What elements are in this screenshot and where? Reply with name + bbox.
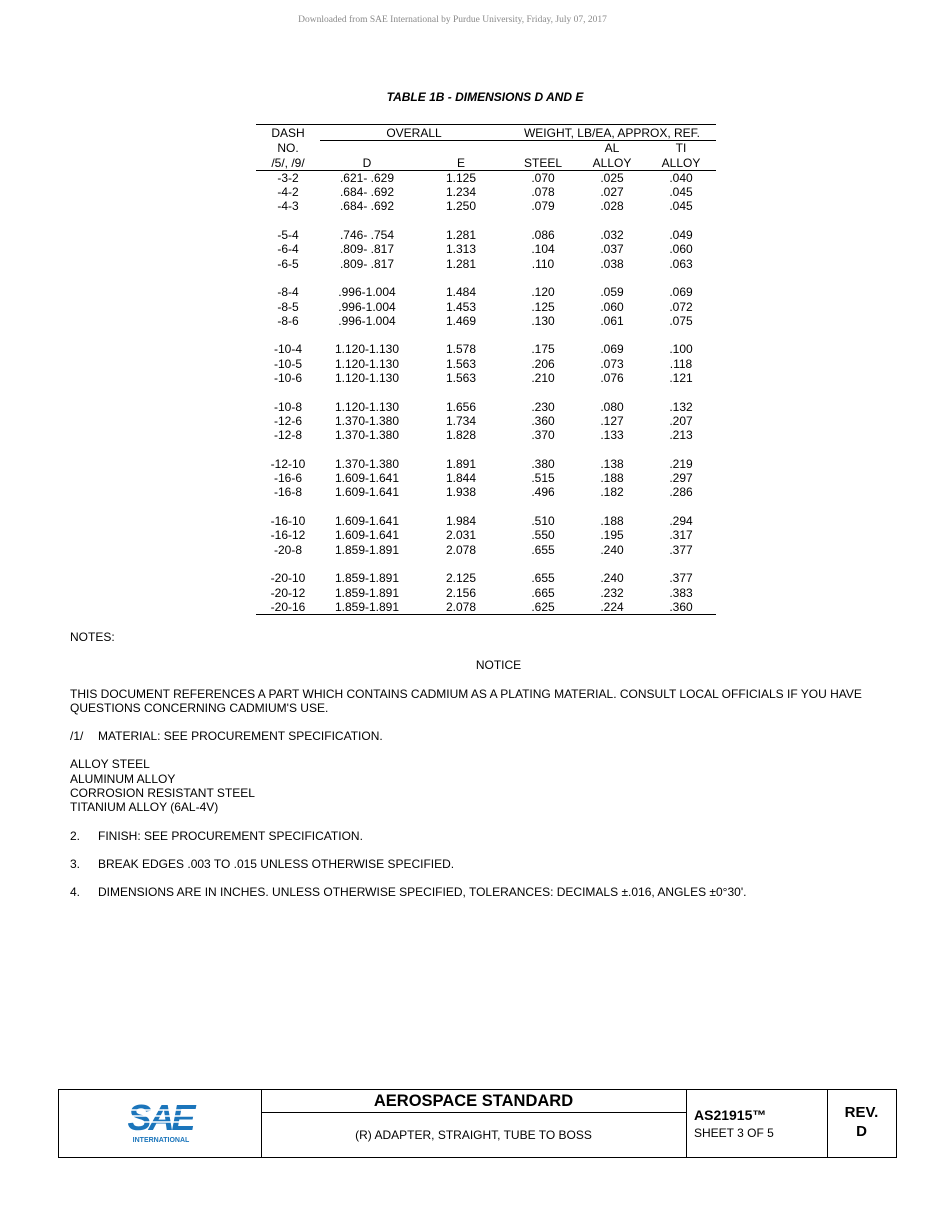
cell-dash: -6-5: [277, 256, 299, 271]
cell-steel: .125: [531, 299, 555, 314]
cell-al: .038: [600, 256, 624, 271]
note-2-text: FINISH: SEE PROCUREMENT SPECIFICATION.: [98, 828, 363, 843]
cell-ti: .286: [669, 485, 693, 500]
doc-number-cell: [686, 1090, 828, 1157]
cell-dash: -5-4: [277, 228, 299, 243]
revision-label: REV.: [844, 1104, 879, 1121]
cell-e: 2.078: [445, 542, 477, 557]
cell-ti: .118: [669, 356, 693, 371]
cell-e: 1.734: [445, 413, 477, 428]
cell-ti: .377: [669, 542, 693, 557]
group-spacer: [256, 443, 716, 457]
download-watermark: Downloaded from SAE International by Purdue University, Friday, July 07, 2017: [298, 15, 607, 25]
cell-e: 1.578: [445, 342, 477, 357]
cell-dash: -16-10: [270, 514, 306, 529]
cell-al: .025: [600, 170, 624, 185]
cell-steel: .360: [531, 413, 555, 428]
cell-d: 1.120-1.130: [334, 356, 400, 371]
cell-al: .027: [600, 185, 624, 200]
cell-al: .138: [600, 456, 624, 471]
table-row: [256, 528, 716, 542]
cell-dash: -4-2: [277, 185, 299, 200]
cell-dash: -3-2: [277, 170, 299, 185]
group-spacer: [256, 385, 716, 399]
sae-logo-icon: [59, 1090, 261, 1157]
cell-dash: -12-10: [270, 456, 306, 471]
cell-steel: .380: [531, 456, 555, 471]
cell-steel: .079: [531, 199, 555, 214]
cell-al: .127: [600, 413, 624, 428]
cell-al: .037: [600, 242, 624, 257]
cell-al: .240: [600, 571, 624, 586]
material-item: ALLOY STEEL: [70, 757, 150, 772]
cell-steel: .510: [531, 514, 555, 529]
table-row: [256, 571, 716, 585]
cell-d: .621- .629: [339, 170, 395, 185]
table-row: [256, 457, 716, 471]
cell-steel: .230: [531, 399, 555, 414]
header-e: E: [414, 156, 508, 171]
cell-e: 1.484: [445, 285, 477, 300]
cell-al: .069: [600, 342, 624, 357]
cell-al: .060: [600, 299, 624, 314]
table-row: [256, 170, 716, 185]
cell-d: 1.370-1.380: [334, 428, 400, 443]
cell-ti: .063: [669, 256, 693, 271]
header-al-alloy: ALLOY: [578, 156, 646, 171]
cell-e: 1.250: [445, 199, 477, 214]
cell-d: .746- .754: [339, 228, 395, 243]
cell-ti: .297: [669, 471, 693, 486]
note-3-text: BREAK EDGES .003 TO .015 UNLESS OTHERWISE SPECIFIED.: [98, 856, 455, 871]
header-ti: TI: [675, 141, 687, 156]
cell-ti: .049: [669, 228, 693, 243]
cell-d: 1.609-1.641: [334, 471, 400, 486]
material-item: CORROSION RESISTANT STEEL: [70, 786, 255, 801]
header-d: D: [320, 156, 414, 171]
notice-title: NOTICE: [475, 658, 522, 673]
table-row: [256, 414, 716, 428]
sheet-number: SHEET 3 OF 5: [694, 1126, 774, 1140]
cell-dash: -10-5: [273, 356, 302, 371]
cell-ti: .317: [669, 528, 693, 543]
part-description: (R) ADAPTER, STRAIGHT, TUBE TO BOSS: [355, 1128, 592, 1142]
cell-e: 1.313: [445, 242, 477, 257]
cell-d: 1.609-1.641: [334, 528, 400, 543]
cell-d: 1.120-1.130: [334, 399, 400, 414]
notes-heading: NOTES:: [70, 630, 115, 644]
cell-e: 1.563: [445, 356, 477, 371]
group-spacer: [256, 214, 716, 228]
cell-d: 1.859-1.891: [320, 600, 414, 615]
cell-d: .809- .817: [339, 242, 395, 257]
sae-logo-text: SAE: [127, 1097, 193, 1138]
table-row: [256, 471, 716, 485]
cell-e: 1.828: [445, 428, 477, 443]
note-1: [70, 729, 870, 743]
table-row: [256, 285, 716, 299]
doc-number: AS21915™: [694, 1107, 767, 1123]
cell-ti: .040: [669, 170, 693, 185]
cell-al: .133: [600, 428, 624, 443]
cell-d: .996-1.004: [338, 299, 396, 314]
cell-e: 1.453: [445, 299, 477, 314]
cell-al: .032: [600, 228, 624, 243]
notice-text: THIS DOCUMENT REFERENCES A PART WHICH CONTAINS CADMIUM AS A PLATING MATERIAL. CONSULT LOCAL OFFICIALS IF YOU HAVE QUESTIONS CONCERNING CADMIUM'S USE.: [70, 686, 862, 715]
cell-steel: .104: [531, 242, 555, 257]
table-row: [256, 257, 716, 271]
table-row: [256, 228, 716, 242]
group-spacer: [256, 557, 716, 571]
header-ti-alloy: ALLOY: [646, 156, 716, 171]
cell-e: 2.156: [445, 585, 477, 600]
cell-d: 1.859-1.891: [334, 571, 400, 586]
material-item: TITANIUM ALLOY (6AL-4V): [70, 800, 219, 815]
cell-steel: .070: [531, 170, 555, 185]
table-row: [256, 199, 716, 213]
table-row: [256, 242, 716, 256]
cell-al: .188: [600, 514, 624, 529]
cell-dash: -8-6: [277, 313, 299, 328]
table-row: [256, 600, 716, 615]
cell-ti: .121: [669, 371, 693, 386]
cell-dash: -4-3: [277, 199, 299, 214]
cell-d: 1.609-1.641: [334, 514, 400, 529]
cell-ti: .060: [669, 242, 693, 257]
cell-dash: -8-5: [277, 299, 299, 314]
cell-ti: .360: [646, 600, 716, 615]
revision-cell: [827, 1090, 896, 1157]
table-row: [256, 485, 716, 499]
cell-d: .996-1.004: [338, 313, 396, 328]
sae-logo-subtext: INTERNATIONAL: [132, 1137, 190, 1144]
cell-e: 1.938: [445, 485, 477, 500]
cell-e: 1.125: [445, 170, 477, 185]
cell-ti: .377: [669, 571, 693, 586]
cell-dash: -16-8: [273, 485, 302, 500]
cell-steel: .078: [531, 185, 555, 200]
cell-d: .809- .817: [339, 256, 395, 271]
cell-ti: .069: [669, 285, 693, 300]
cell-dash: -8-4: [277, 285, 299, 300]
cell-steel: .206: [531, 356, 555, 371]
cell-ti: .075: [669, 313, 693, 328]
standard-type: AEROSPACE STANDARD: [261, 1090, 686, 1113]
cell-dash: -10-8: [273, 399, 302, 414]
title-block: [58, 1089, 897, 1158]
cell-ti: .045: [669, 185, 693, 200]
header-steel: STEEL: [508, 156, 578, 171]
note-4-text: DIMENSIONS ARE IN INCHES. UNLESS OTHERWISE SPECIFIED, TOLERANCES: DECIMALS ±.016, ANGLES ±0°30'.: [98, 885, 747, 900]
cell-dash: -12-6: [273, 413, 302, 428]
group-spacer: [256, 328, 716, 342]
header-overall: OVERALL: [320, 125, 508, 141]
cell-al: .059: [600, 285, 624, 300]
header-al: AL: [604, 141, 620, 156]
cell-al: .061: [600, 313, 624, 328]
notes-section: [70, 630, 870, 900]
sae-logo-cell: [59, 1090, 262, 1157]
cell-al: .076: [600, 371, 624, 386]
cell-e: 1.563: [445, 371, 477, 386]
header-dash-no: NO.: [277, 141, 299, 156]
note-4: [70, 885, 870, 899]
cell-steel: .175: [531, 342, 555, 357]
cell-steel: .655: [531, 571, 555, 586]
table-row: [256, 342, 716, 356]
cell-d: 1.609-1.641: [334, 485, 400, 500]
cell-d: .996-1.004: [338, 285, 396, 300]
table-row: [256, 543, 716, 557]
cell-e: 1.656: [445, 399, 477, 414]
table-row: [256, 400, 716, 414]
cell-ti: .207: [669, 413, 693, 428]
cell-e: 1.281: [445, 256, 477, 271]
cell-steel: .086: [531, 228, 555, 243]
cell-d: 1.370-1.380: [334, 413, 400, 428]
table-row: [256, 514, 716, 528]
cell-d: 1.120-1.130: [334, 371, 400, 386]
cell-ti: .383: [669, 585, 693, 600]
note-3: [70, 857, 870, 871]
dimensions-table: [256, 124, 716, 615]
table-row: [256, 300, 716, 314]
group-spacer: [256, 271, 716, 285]
table-row: [256, 428, 716, 442]
cell-dash: -20-8: [273, 542, 302, 557]
cell-ti: .294: [669, 514, 693, 529]
table-row: [256, 357, 716, 371]
cell-ti: .219: [669, 456, 693, 471]
cell-e: 1.984: [445, 514, 477, 529]
cell-e: 1.844: [445, 471, 477, 486]
cell-dash: -16-6: [273, 471, 302, 486]
note-1-text: MATERIAL: SEE PROCUREMENT SPECIFICATION.: [98, 729, 383, 744]
cell-d: 1.120-1.130: [334, 342, 400, 357]
cell-al: .073: [600, 356, 624, 371]
cell-steel: .515: [531, 471, 555, 486]
cell-e: 2.031: [445, 528, 477, 543]
cell-steel: .120: [531, 285, 555, 300]
cell-e: 2.078: [414, 600, 508, 615]
header-weight: WEIGHT, LB/EA, APPROX, REF.: [508, 125, 716, 141]
cell-steel: .625: [508, 600, 578, 615]
cell-dash: -10-6: [273, 371, 302, 386]
header-dash: DASH: [256, 125, 320, 141]
cell-al: .188: [600, 471, 624, 486]
cell-e: 1.469: [445, 313, 477, 328]
table-row: [256, 314, 716, 328]
cell-dash: -12-8: [273, 428, 302, 443]
material-item: ALUMINUM ALLOY: [70, 771, 176, 786]
table-row: [256, 185, 716, 199]
cell-steel: .370: [531, 428, 555, 443]
table-row: [256, 371, 716, 385]
cell-dash: -20-12: [270, 585, 306, 600]
cell-al: .232: [600, 585, 624, 600]
header-dash-refs: /5/, /9/: [256, 156, 320, 171]
cell-d: 1.859-1.891: [334, 585, 400, 600]
cell-dash: -10-4: [273, 342, 302, 357]
cell-ti: .213: [669, 428, 693, 443]
cell-ti: .132: [669, 399, 693, 414]
revision-value: D: [856, 1123, 867, 1140]
table-row: [256, 586, 716, 600]
title-cell: [261, 1090, 687, 1157]
cell-steel: .655: [531, 542, 555, 557]
cell-steel: .665: [531, 585, 555, 600]
cell-al: .182: [600, 485, 624, 500]
cell-e: 1.891: [445, 456, 477, 471]
cell-e: 1.281: [445, 228, 477, 243]
cell-ti: .072: [669, 299, 693, 314]
table-title: TABLE 1B - DIMENSIONS D AND E: [386, 90, 584, 104]
cell-steel: .210: [531, 371, 555, 386]
note-2: [70, 829, 870, 843]
cell-dash: -20-16: [256, 600, 320, 615]
cell-al: .028: [600, 199, 624, 214]
note-3-number: 3.: [70, 856, 81, 871]
cell-dash: -6-4: [277, 242, 299, 257]
cell-ti: .045: [669, 199, 693, 214]
note-2-number: 2.: [70, 828, 81, 843]
cell-e: 1.234: [445, 185, 477, 200]
note-1-number: /1/: [70, 729, 84, 744]
cell-al: .240: [600, 542, 624, 557]
cell-dash: -20-10: [270, 571, 306, 586]
cell-al: .195: [600, 528, 624, 543]
cell-steel: .130: [531, 313, 555, 328]
cell-d: .684- .692: [339, 199, 395, 214]
cell-al: .224: [578, 600, 646, 615]
group-spacer: [256, 500, 716, 514]
cell-ti: .100: [669, 342, 693, 357]
cell-steel: .496: [531, 485, 555, 500]
cell-d: .684- .692: [339, 185, 395, 200]
cell-steel: .550: [531, 528, 555, 543]
cell-e: 2.125: [445, 571, 477, 586]
table-body: [256, 170, 716, 614]
cell-steel: .110: [531, 256, 555, 271]
cell-dash: -16-12: [270, 528, 306, 543]
cell-d: 1.859-1.891: [334, 542, 400, 557]
cell-d: 1.370-1.380: [334, 456, 400, 471]
note-4-number: 4.: [70, 885, 81, 900]
cell-al: .080: [600, 399, 624, 414]
